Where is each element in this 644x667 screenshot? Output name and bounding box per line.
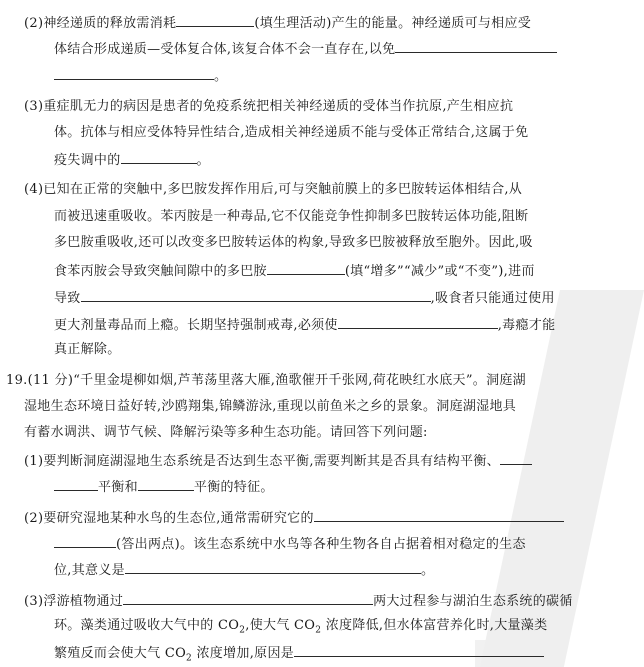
q18-p3-line3: 疫失调中的 。: [54, 153, 210, 168]
q19-intro-line2: 湿地生态环境日益好转,沙鸥翔集,锦鳞游泳,重现以前鱼米之乡的景象。洞庭湖湿地具: [24, 399, 517, 414]
q19-p2-line3: 位,其意义是 。: [54, 563, 435, 578]
watermark-streak: [480, 290, 644, 667]
q18-p4-line4: 食苯丙胺会导致突触间隙中的多巴胺 (填“增多”“减少”或“不变”),进而: [54, 264, 535, 279]
q19-intro-line1: 19.(11 分)“千里金堤柳如烟,芦苇荡里落大雁,渔歌催开千张网,荷花映红水底天”。洞庭湖: [6, 373, 526, 388]
q18-p4-line2: 而被迅速重吸收。苯丙胺是一种毒品,它不仅能竞争性抑制多巴胺转运体功能,阻断: [54, 209, 529, 224]
q18-p2-line2: 体结合形成递质—受体复合体,该复合体不会一直存在,以免: [54, 40, 557, 58]
q19-p3-line1: (3)浮游植物通过 两大过程参与湖泊生态系统的碳循: [24, 594, 573, 609]
answer-blank[interactable]: [500, 452, 532, 465]
answer-blank[interactable]: [176, 14, 254, 27]
answer-blank[interactable]: [294, 644, 544, 657]
answer-blank[interactable]: [123, 592, 373, 605]
q18-p4-line7: 真正解除。: [54, 342, 121, 357]
q18-p3-line1: (3)重症肌无力的病因是患者的免疫系统把相关神经递质的受体当作抗原,产生相应抗: [24, 99, 514, 114]
q19-p3-line3: 繁殖反而会使大气 $CO_2$ 浓度增加,原因是: [54, 644, 544, 662]
answer-blank[interactable]: [314, 509, 564, 522]
q19-p2-line1: (2)要研究湿地某种水鸟的生态位,通常需研究它的: [24, 509, 564, 527]
answer-blank[interactable]: [81, 289, 431, 302]
answer-blank[interactable]: [395, 40, 557, 53]
answer-blank[interactable]: [138, 478, 194, 491]
answer-blank[interactable]: [267, 262, 345, 275]
answer-blank[interactable]: [54, 535, 116, 548]
q18-p3-line2: 体。抗体与相应受体特异性结合,造成相关神经递质不能与受体正常结合,这属于免: [54, 125, 529, 140]
q19-p3-line2: 环。藻类通过吸收大气中的 $CO_2$,使大气 $CO_2$ 浓度降低,但水体富营养化时,大量藻类: [54, 618, 548, 636]
q18-p4-line1: (4)已知在正常的突触中,多巴胺发挥作用后,可与突触前膜上的多巴胺转运体相结合,从: [24, 182, 523, 197]
q18-p4-line6: 更大剂量毒品而上瘾。长期坚持强制戒毒,必须使 ,毒瘾才能: [54, 318, 556, 333]
q18-p4-line5: 导致 ,吸食者只能通过使用: [54, 291, 555, 306]
q19-intro-line3: 有蓄水调洪、调节气候、降解污染等多种生态功能。请回答下列问题:: [24, 425, 428, 440]
answer-blank[interactable]: [54, 478, 98, 491]
answer-blank[interactable]: [338, 316, 498, 329]
q19-p1-line2: 平衡和 平衡的特征。: [54, 478, 274, 496]
q18-p2-line1: (2)神经递质的释放需消耗 (填生理活动)产生的能量。神经递质可与相应受: [24, 16, 532, 31]
answer-blank[interactable]: [121, 151, 197, 164]
q18-p2-line3: 。: [54, 67, 227, 85]
answer-blank[interactable]: [125, 561, 421, 574]
q19-p2-line2: (答出两点)。该生态系统中水鸟等各种生物各自占据着相对稳定的生态: [54, 535, 526, 553]
q18-p4-line3: 多巴胺重吸收,还可以改变多巴胺转运体的构象,导致多巴胺被释放至胞外。因此,吸: [54, 235, 533, 250]
answer-blank[interactable]: [54, 67, 214, 80]
q19-p1-line1: (1)要判断洞庭湖湿地生态系统是否达到生态平衡,需要判断其是否具有结构平衡、: [24, 452, 532, 470]
